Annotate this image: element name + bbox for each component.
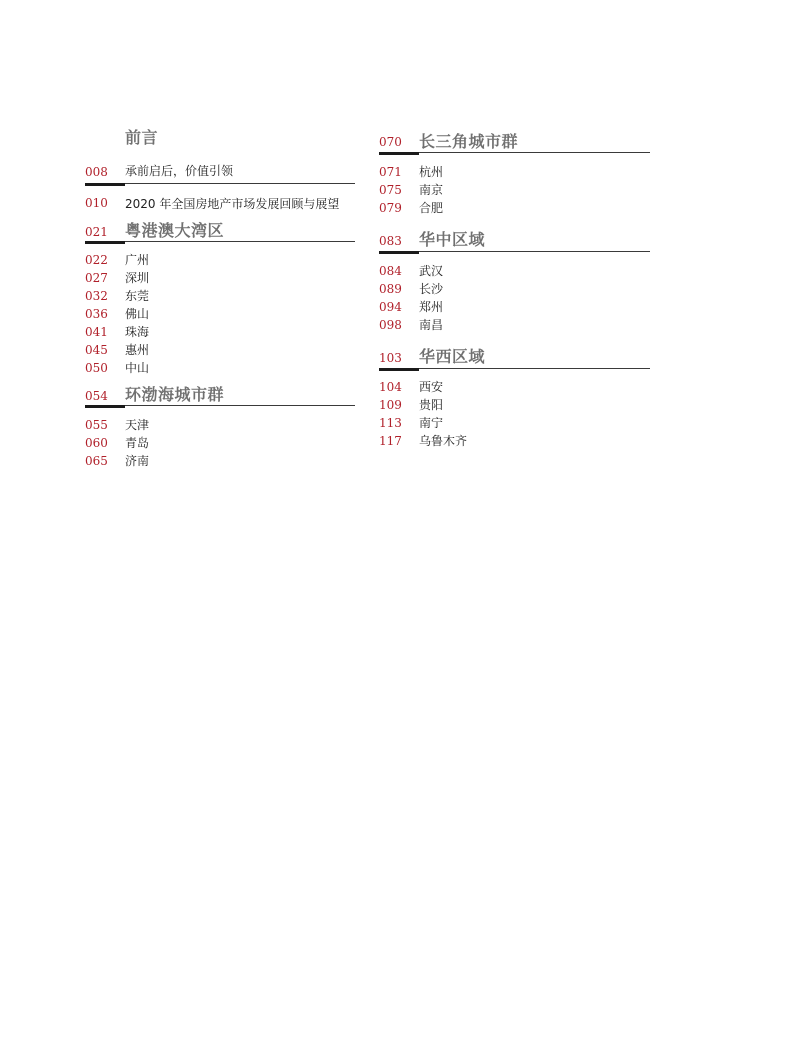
section-heading[interactable]: 华中区域 (419, 230, 486, 249)
toc-entry-title[interactable]: 青岛 (125, 436, 150, 450)
toc-entry-title[interactable]: 惠州 (125, 343, 150, 357)
toc-page-number: 109 (379, 398, 402, 412)
toc-page-number: 104 (379, 380, 402, 394)
toc-page-number: 008 (85, 165, 108, 179)
toc-entry-title[interactable]: 2020 年全国房地产市场发展回顾与展望 (125, 197, 340, 211)
toc-entry-title[interactable]: 合肥 (419, 201, 444, 215)
section-heading[interactable]: 粤港澳大湾区 (125, 221, 225, 240)
section-rule (85, 241, 355, 242)
section-rule-tab (379, 251, 419, 254)
toc-entry-title[interactable]: 南京 (419, 183, 444, 197)
toc-entry-title[interactable]: 承前启后，价值引领 (125, 164, 234, 178)
section-page-number: 103 (379, 351, 402, 365)
toc-entry-title[interactable]: 南昌 (419, 318, 444, 332)
toc-entry-title[interactable]: 长沙 (419, 282, 444, 296)
toc-entry-title[interactable]: 天津 (125, 418, 150, 432)
toc-page-number: 071 (379, 165, 402, 179)
toc-entry-title[interactable]: 杭州 (419, 165, 444, 179)
toc-page-number: 094 (379, 300, 402, 314)
toc-page-number: 036 (85, 307, 108, 321)
toc-page-number: 027 (85, 271, 108, 285)
section-heading[interactable]: 环渤海城市群 (125, 385, 225, 404)
toc-page-number: 055 (85, 418, 108, 432)
toc-entry-title[interactable]: 广州 (125, 253, 150, 267)
preface-heading: 前言 (125, 128, 159, 147)
section-rule (85, 183, 355, 184)
toc-page-number: 041 (85, 325, 108, 339)
section-rule (379, 251, 650, 252)
section-rule-tab (379, 368, 419, 371)
toc-entry-title[interactable]: 西安 (419, 380, 444, 394)
toc-entry-title[interactable]: 深圳 (125, 271, 150, 285)
toc-page-number: 032 (85, 289, 108, 303)
section-rule-tab (85, 405, 125, 408)
toc-page-number: 060 (85, 436, 108, 450)
toc-page-number: 113 (379, 416, 402, 430)
toc-page-number: 117 (379, 434, 402, 448)
toc-page-number: 089 (379, 282, 402, 296)
section-rule (379, 368, 650, 369)
section-rule-tab (379, 152, 419, 155)
toc-entry-title[interactable]: 佛山 (125, 307, 150, 321)
toc-entry-title[interactable]: 乌鲁木齐 (419, 434, 468, 448)
toc-page-number: 022 (85, 253, 108, 267)
toc-entry-title[interactable]: 东莞 (125, 289, 150, 303)
toc-entry-title[interactable]: 济南 (125, 454, 150, 468)
section-page-number: 054 (85, 389, 108, 403)
section-heading[interactable]: 华西区域 (419, 347, 486, 366)
toc-entry-title[interactable]: 珠海 (125, 325, 150, 339)
toc-page-number: 084 (379, 264, 402, 278)
toc-entry-title[interactable]: 武汉 (419, 264, 444, 278)
section-rule-tab (85, 183, 125, 186)
section-page-number: 070 (379, 135, 402, 149)
toc-page-number: 050 (85, 361, 108, 375)
toc-entry-title[interactable]: 南宁 (419, 416, 444, 430)
toc-page-number: 098 (379, 318, 402, 332)
section-page-number: 021 (85, 225, 108, 239)
section-rule (85, 405, 355, 406)
toc-entry-title[interactable]: 贵阳 (419, 398, 444, 412)
toc-entry-title[interactable]: 郑州 (419, 300, 444, 314)
section-rule (379, 152, 650, 153)
section-rule-tab (85, 241, 125, 244)
toc-page-number: 045 (85, 343, 108, 357)
section-page-number: 083 (379, 234, 402, 248)
toc-page-number: 065 (85, 454, 108, 468)
toc-entry-title[interactable]: 中山 (125, 361, 150, 375)
toc-page-number: 075 (379, 183, 402, 197)
toc-page-number: 010 (85, 196, 108, 210)
section-heading[interactable]: 长三角城市群 (419, 132, 519, 151)
toc-page-number: 079 (379, 201, 402, 215)
